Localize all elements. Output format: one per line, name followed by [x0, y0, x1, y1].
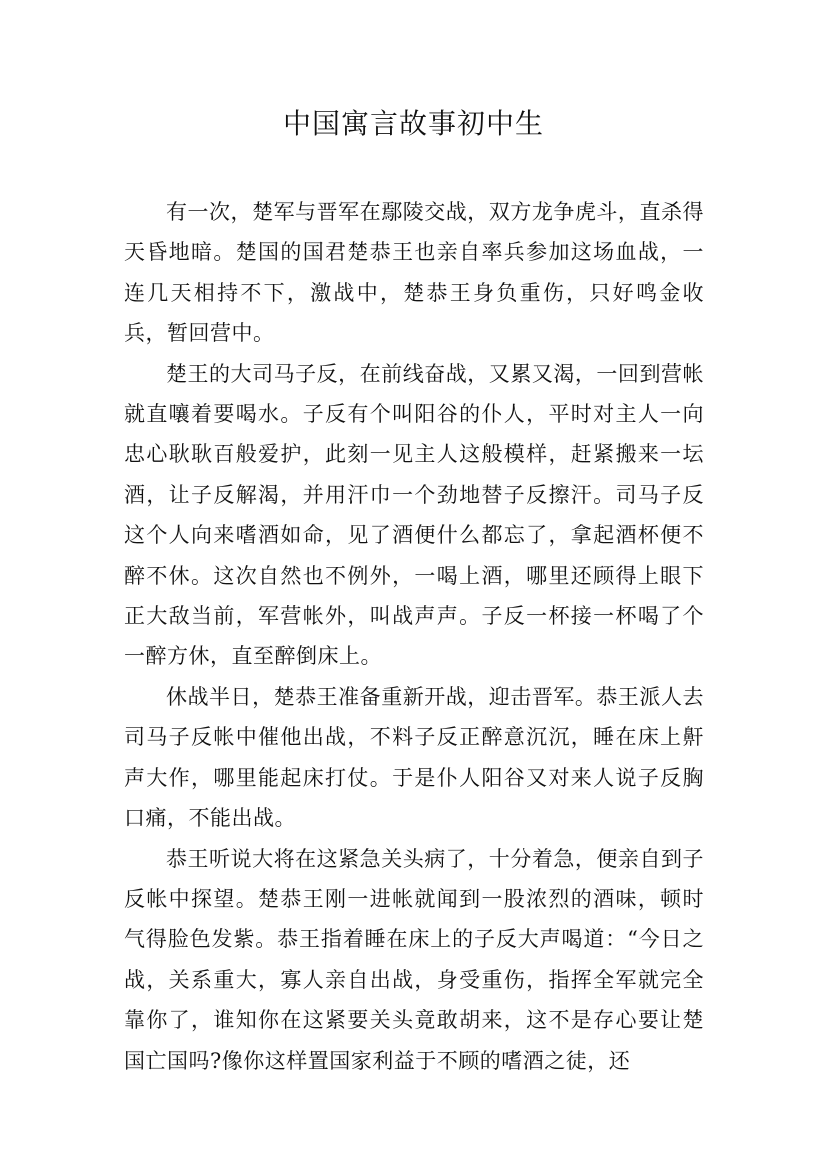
paragraph-3: 休战半日，楚恭王准备重新开战，迎击晋军。恭王派人去司马子反帐中催他出战，不料子反正醉意沉沉，睡在床上鼾声大作，哪里能起床打仗。于是仆人阳谷又对来人说子反胸口痛，不能出战。: [124, 684, 704, 831]
paragraph-1: 有一次，楚军与晋军在鄢陵交战，双方龙争虎斗，直杀得天昏地暗。楚国的国君楚恭王也亲自率兵参加这场血战，一连几天相持不下，激战中，楚恭王身负重伤，只好鸣金收兵，暂回营中。: [124, 200, 704, 346]
paragraph-4: 恭王听说大将在这紧急关头病了，十分着急，便亲自到子反帐中探望。楚恭王刚一进帐就闻到一股浓烈的酒味，顿时气得脸色发紫。恭王指着睡在床上的子反大声喝道：“今日之战，关系重大，寡人亲自出战，身受重伤，指挥全军就完全靠你了，谁知你在这紧要关头竟敢胡来，这不是存心要让楚国亡国吗?像你这样置国家利益于不顾的嗜酒之徒，还: [124, 846, 704, 1073]
document-title: 中国寓言故事初中生: [282, 107, 544, 140]
document-body: [124, 192, 704, 1081]
paragraph-2: 楚王的大司马子反，在前线奋战，又累又渴，一回到营帐就直嚷着要喝水。子反有个叫阳谷的仆人，平时对主人一向忠心耿耿百般爱护，此刻一见主人这般模样，赶紧搬来一坛酒，让子反解渴，并用汗巾一个劲地替子反擦汗。司马子反这个人向来嗜酒如命，见了酒便什么都忘了，拿起酒杯便不醉不休。这次自然也不例外，一喝上酒，哪里还顾得上眼下正大敌当前，军营帐外，叫战声声。子反一杯接一杯喝了个一醉方休，直至醉倒床上。: [124, 361, 704, 669]
